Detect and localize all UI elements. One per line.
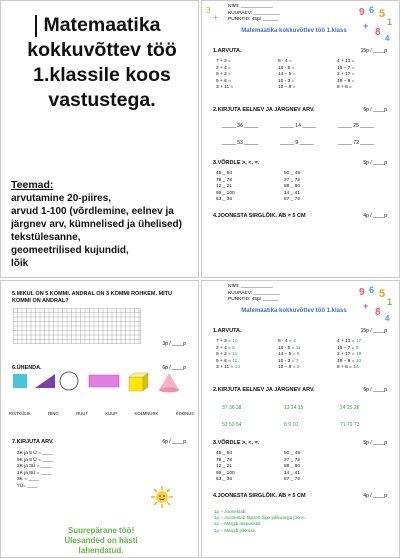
neighbour-exercise: _____ 25 _____ (338, 123, 375, 129)
hint-item: 1p – Joonestab. (214, 509, 247, 514)
compare-item: 45 _ 54 (216, 451, 233, 456)
compare-item: 78 _ 78 (216, 177, 233, 183)
section-points: 5p / ____p (363, 160, 387, 166)
exercise-column (278, 339, 301, 372)
svg-text:6: 6 (369, 285, 375, 295)
svg-text:4: 4 (385, 34, 390, 43)
date-field[interactable]: KUUPÄEV: __________ (228, 290, 281, 296)
svg-text:9: 9 (359, 287, 365, 298)
section-heading: 4.JOONESTA SIRGLÕIK. AB = 5 CM (213, 493, 306, 499)
final-message-line: Ülesanded on hästi lahendatud. (64, 536, 138, 555)
neighbour-answer: 13 14 15 (284, 405, 304, 411)
shape-labels (9, 411, 194, 416)
svg-text:+: + (363, 301, 369, 311)
hint-item: 1p – Joonestab täpselt õige pikkusega joone. (214, 515, 306, 521)
student-fields (228, 284, 280, 304)
write-number-list (17, 451, 53, 491)
section-points: 15p / ____p (360, 48, 387, 54)
neighbour-answer: 24 25 26 (340, 405, 360, 411)
svg-text:1: 1 (387, 297, 393, 307)
exercise: 10 – 8 = (278, 365, 296, 371)
exercise-column (337, 339, 361, 372)
name-field[interactable]: NIMI: ____________ (228, 284, 273, 289)
topic-item: järgnev arv, kümnelised ja ühelised) (11, 219, 182, 230)
answer: 6 (232, 345, 235, 351)
compare-item: 67 _ 76 (284, 197, 301, 203)
svg-text:+: + (363, 21, 369, 31)
exercise: 5 + 6 = (216, 78, 231, 84)
topic-item: arvutamine 20-piires, (11, 193, 112, 204)
svg-text:4: 4 (385, 314, 390, 323)
svg-text:9: 9 (359, 7, 365, 18)
answer: 9 (355, 345, 359, 351)
exercise: 5 + 6 = (216, 358, 231, 364)
numbers-decoration-icon (353, 283, 397, 323)
svg-text:8: 8 (375, 27, 381, 38)
sun-icon (151, 486, 173, 508)
neighbour-exercise: _____ 14 _____ (280, 123, 317, 129)
neighbour-answer: 52 53 54 (222, 422, 242, 428)
compare-item: 63 _ 36 (216, 197, 233, 203)
exercise: 2 + 17 = (337, 352, 355, 358)
worksheet-page-2 (0, 280, 199, 558)
section-heading: 7.KIRJUTA ARV. (12, 439, 54, 445)
section-points: 6p / ____p (363, 387, 387, 393)
answer: 11 (232, 358, 238, 364)
shape-label: RISTKÜLIK (9, 411, 31, 416)
neighbour-exercise: _____ 53 _____ (222, 140, 259, 146)
answer: 14 (234, 365, 240, 371)
student-fields (228, 4, 280, 24)
section-heading: 1.ARVUTA. (213, 48, 242, 54)
write-number-item: 7Ü= ____ (17, 483, 38, 489)
answer: 10 (355, 358, 362, 364)
compare-item: 50 _ 49 (284, 171, 301, 176)
exercise: 14 – 5 = (278, 352, 296, 358)
exercise-column (278, 59, 295, 92)
grading-hints (214, 509, 306, 534)
neighbour-answer: 71 72 73 (340, 422, 360, 428)
section-points: 15p / ____p (360, 328, 387, 334)
compare-column (284, 451, 300, 484)
numbers-decoration-icon (353, 3, 397, 43)
exercise: 14 – 5 = (278, 72, 296, 78)
exercise: 7 + 3 = (216, 59, 231, 64)
compare-item: 27 _ 72 (284, 177, 301, 183)
answer: 9 (296, 352, 300, 358)
compare-column (216, 451, 235, 484)
write-number-item: 3K = ____ (17, 477, 40, 483)
neighbour-exercise: _____ 9 _____ (280, 140, 314, 146)
answer-page (201, 280, 400, 558)
compare-item: 12 _ 21 (216, 464, 233, 470)
exercise-column (216, 339, 240, 372)
neighbour-exercise: _____ 72 _____ (338, 140, 375, 146)
exercise-column (337, 59, 355, 92)
answer: 17 (355, 339, 362, 344)
shapes-row (11, 371, 186, 395)
compare-item: 99 _ 100 (216, 470, 235, 476)
section-heading: 3.VÕRDLE >, <, =. (213, 160, 260, 166)
compare-item: 67 _ 76 (284, 477, 301, 483)
neighbour-answer: 37 36 38 (222, 405, 242, 411)
section-heading: 4.JOONESTA SIRGLÕIK. AB = 5 CM (213, 213, 306, 219)
exercise: 10 – 8 = (278, 85, 296, 91)
compare-column (216, 171, 235, 204)
shape-label: KUUP (105, 411, 117, 416)
worksheet-title: Matemaatika kokkuvõttev töö 1.klass (241, 28, 347, 34)
shape-label: RUUT (76, 411, 88, 416)
topic-item: arvud 1-100 (võrdlemine, eelnev ja (11, 206, 174, 217)
points-field[interactable]: PUNKTID: 45p/ ______ (228, 17, 279, 22)
write-number-item: 2K ja 3Ü = ____ (17, 464, 52, 470)
compare-item: 50 _ 49 (284, 451, 301, 456)
write-number-item: 3K ja 5 Ü = ____ (17, 451, 53, 456)
section-heading: 6.ÜHENDA. (12, 365, 42, 371)
compare-item: 27 _ 72 (284, 457, 301, 463)
exercise: 8 + 6 = (337, 365, 352, 371)
section-heading: 2.KIRJUTA EELNEV JA JÄRGNEV ARV. (213, 387, 315, 393)
square-icon (13, 374, 27, 388)
compare-column (284, 171, 300, 204)
numbers-decoration-icon (204, 4, 224, 24)
cover-page (0, 0, 199, 278)
cover-title: Matemaatika kokkuvõttev töö 1.klassile koos vastustega. (27, 14, 177, 111)
exercise: 19 – 9 = (337, 78, 355, 84)
rectangle-icon (89, 375, 119, 387)
exercise: 8 - 4 = (278, 59, 292, 64)
worksheet-page-1 (201, 0, 400, 278)
neighbour-exercise: _____ 36 _____ (222, 123, 259, 129)
write-number-item: 9K ja 9 Ü = ____ (17, 457, 53, 463)
topics-heading: Teemad: (11, 179, 54, 191)
exercise: 7 + 3 = (216, 339, 231, 344)
circle-icon (60, 372, 78, 390)
exercise: 9 + 2 = (216, 72, 231, 78)
svg-text:5: 5 (379, 288, 386, 300)
exercise: 16 - 5 = (278, 65, 295, 71)
answer: 14 (353, 365, 359, 371)
exercise: 16 – 7 = (337, 345, 355, 351)
shape-label: KOONUS (175, 411, 194, 416)
section-points: 6p / ____p (363, 107, 387, 113)
hint-item: 1p – Märgib otspunktid. (214, 521, 262, 527)
section-points: 6p / ____p (162, 439, 186, 445)
compare-item: 14 _ 41 (284, 190, 301, 196)
section-heading: 5.MIKUL ON 5 KOMMI. ANDRAL ON 3 KOMMI ROHKEM. MITU KOMMI ON ANDRAL? (12, 291, 173, 304)
cone-icon (159, 373, 179, 393)
exercise: 2 + 4 = (216, 65, 231, 71)
write-number-item: 1K ja 8Ü = ____ (17, 470, 52, 476)
compare-item: 63 _ 36 (216, 477, 233, 483)
topic-item: tekstülesanne, (11, 232, 81, 243)
compare-item: 78 _ 78 (216, 457, 233, 463)
squared-grid (13, 308, 141, 344)
section-heading: 3.VÕRDLE >, <, =. (213, 440, 260, 446)
neighbour-answer: 8 9 10 (284, 422, 298, 428)
answer: 10 (232, 339, 238, 344)
compare-item: 88 _ 80 (284, 184, 301, 190)
exercise: 10 - 3 = (278, 358, 295, 364)
exercise: 2 + 17 = (337, 72, 355, 78)
exercise: 19 – 9 = (337, 358, 355, 364)
compare-item: 14 _ 41 (284, 470, 301, 476)
answer: 11 (295, 345, 301, 351)
svg-text:3: 3 (206, 6, 211, 15)
answer: 7 (295, 358, 299, 364)
shape-label: KOLMNURK (134, 411, 159, 416)
exercise: 4 + 13 = (337, 339, 355, 344)
exercise: 4 + 13 = (337, 59, 355, 64)
section-points: 4p / ____p (363, 493, 387, 499)
points-field[interactable]: PUNKTID: 45p/ ______ (228, 297, 279, 302)
topics-list (11, 192, 193, 270)
topic-item: geomeetrilised kujundid, (11, 245, 129, 256)
worksheet-title: Matemaatika kokkuvõttev töö 1.klass (241, 308, 347, 314)
final-message-line: Suurepärane töö! (67, 526, 135, 535)
exercise: 16 - 5 = (278, 345, 295, 351)
exercise: 3 + 11 = (216, 365, 234, 371)
answer: 4 (293, 339, 296, 344)
exercise-column (216, 59, 233, 92)
exercise: 8 - 4 = (278, 339, 292, 344)
compare-item: 45 _ 54 (216, 171, 233, 176)
exercise: 16 – 7 = (337, 65, 355, 71)
section-heading: 2.KIRJUTA EELNEV JA JÄRGNEV ARV. (213, 107, 315, 113)
exercise: 2 + 4 = (216, 345, 231, 351)
section-heading: 1.ARVUTA. (213, 328, 242, 334)
topic-item: lõik (11, 258, 29, 269)
section-points: 4p / ____p (363, 213, 387, 219)
svg-text:6: 6 (369, 5, 375, 15)
svg-text:1: 1 (387, 17, 393, 27)
name-field[interactable]: NIMI: ____________ (228, 4, 273, 9)
exercise: 3 + 11 = (216, 85, 234, 91)
hint-item: 1p – Märgib pikkuse. (214, 527, 257, 533)
answer: 19 (355, 352, 362, 358)
compare-item: 88 _ 80 (284, 464, 301, 470)
triangle-icon (35, 374, 55, 388)
final-message (41, 526, 161, 556)
section-points: 6p / ____p (162, 365, 186, 371)
answer: 2 (296, 365, 300, 371)
exercise: 9 + 2 = (216, 352, 231, 358)
svg-text:5: 5 (379, 8, 386, 20)
exercise: 8 + 6 = (337, 85, 352, 91)
svg-text:8: 8 (375, 307, 381, 318)
shape-label: RING (48, 411, 59, 416)
compare-item: 99 _ 100 (216, 190, 235, 196)
section-points: 3p / ____p (162, 341, 186, 347)
section-points: 5p / ____p (363, 440, 387, 446)
date-field[interactable]: KUUPÄEV: __________ (228, 10, 281, 16)
answer: 11 (232, 352, 238, 358)
exercise: 10 - 3 = (278, 78, 295, 84)
compare-item: 12 _ 21 (216, 184, 233, 190)
svg-text:+: + (213, 13, 218, 22)
cube-icon (129, 373, 148, 391)
